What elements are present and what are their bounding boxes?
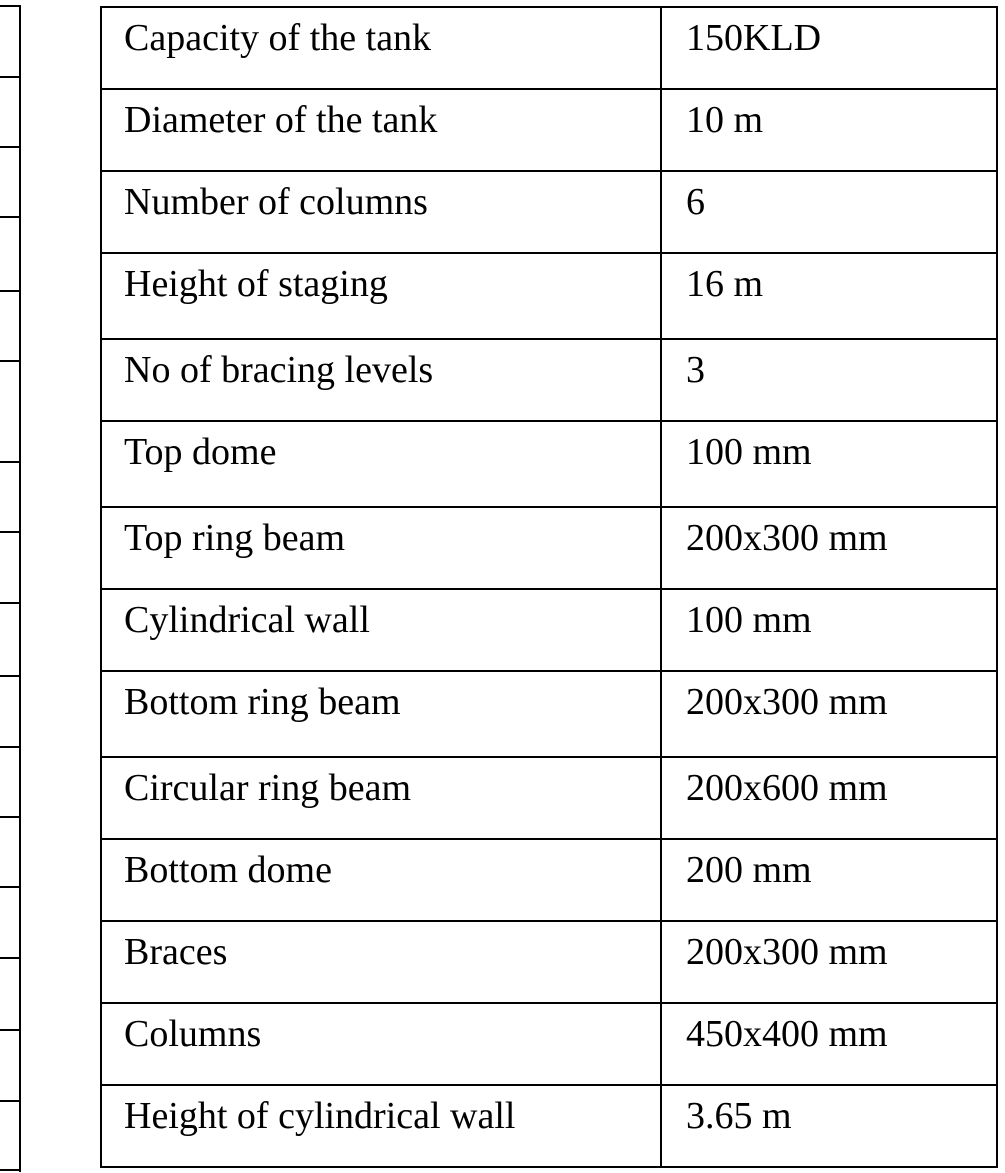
partial-table-row-line — [0, 816, 21, 818]
parameter-cell: Capacity of the tank — [101, 7, 661, 89]
parameter-cell: Top ring beam — [101, 507, 661, 589]
partial-table-row-line — [0, 5, 21, 7]
partial-table-left-edge — [0, 0, 21, 1173]
spec-table-body — [101, 7, 997, 1167]
partial-table-row-line — [0, 76, 21, 78]
partial-table-row-line — [0, 746, 21, 748]
partial-table-right-border — [19, 6, 21, 1172]
value-cell: 3.65 m — [661, 1085, 997, 1167]
table-row — [101, 89, 997, 171]
partial-table-row-line — [0, 360, 21, 362]
table-row — [101, 507, 997, 589]
table-row — [101, 1085, 997, 1167]
value-cell: 200x600 mm — [661, 757, 997, 839]
value-cell: 100 mm — [661, 589, 997, 671]
table-row — [101, 757, 997, 839]
partial-table-row-line — [0, 957, 21, 959]
value-cell: 16 m — [661, 253, 997, 339]
partial-table-row-line — [0, 675, 21, 677]
value-cell: 200x300 mm — [661, 671, 997, 757]
value-cell: 450x400 mm — [661, 1003, 997, 1085]
value-cell: 200x300 mm — [661, 507, 997, 589]
table-row — [101, 921, 997, 1003]
parameter-cell: Braces — [101, 921, 661, 1003]
partial-table-row-line — [0, 531, 21, 533]
table-row — [101, 1003, 997, 1085]
partial-table-row-line — [0, 461, 21, 463]
table-row — [101, 839, 997, 921]
partial-table-row-line — [0, 146, 21, 148]
table-row — [101, 589, 997, 671]
parameter-cell: Circular ring beam — [101, 757, 661, 839]
value-cell: 100 mm — [661, 421, 997, 507]
table-row — [101, 253, 997, 339]
table-row — [101, 171, 997, 253]
tank-specification-table — [100, 6, 998, 1168]
value-cell: 10 m — [661, 89, 997, 171]
parameter-cell: Height of staging — [101, 253, 661, 339]
parameter-cell: Bottom ring beam — [101, 671, 661, 757]
parameter-cell: Diameter of the tank — [101, 89, 661, 171]
parameter-cell: Columns — [101, 1003, 661, 1085]
partial-table-row-line — [0, 602, 21, 604]
partial-table-row-line — [0, 886, 21, 888]
value-cell: 200x300 mm — [661, 921, 997, 1003]
parameter-cell: No of bracing levels — [101, 339, 661, 421]
table-row — [101, 671, 997, 757]
parameter-cell: Number of columns — [101, 171, 661, 253]
partial-table-row-line — [0, 290, 21, 292]
parameter-cell: Cylindrical wall — [101, 589, 661, 671]
partial-table-row-line — [0, 1169, 21, 1171]
value-cell: 150KLD — [661, 7, 997, 89]
table-row — [101, 339, 997, 421]
parameter-cell: Top dome — [101, 421, 661, 507]
value-cell: 6 — [661, 171, 997, 253]
value-cell: 200 mm — [661, 839, 997, 921]
value-cell: 3 — [661, 339, 997, 421]
parameter-cell: Bottom dome — [101, 839, 661, 921]
table-row — [101, 421, 997, 507]
partial-table-row-line — [0, 1100, 21, 1102]
table-row — [101, 7, 997, 89]
parameter-cell: Height of cylindrical wall — [101, 1085, 661, 1167]
partial-table-row-line — [0, 1029, 21, 1031]
partial-table-row-line — [0, 216, 21, 218]
